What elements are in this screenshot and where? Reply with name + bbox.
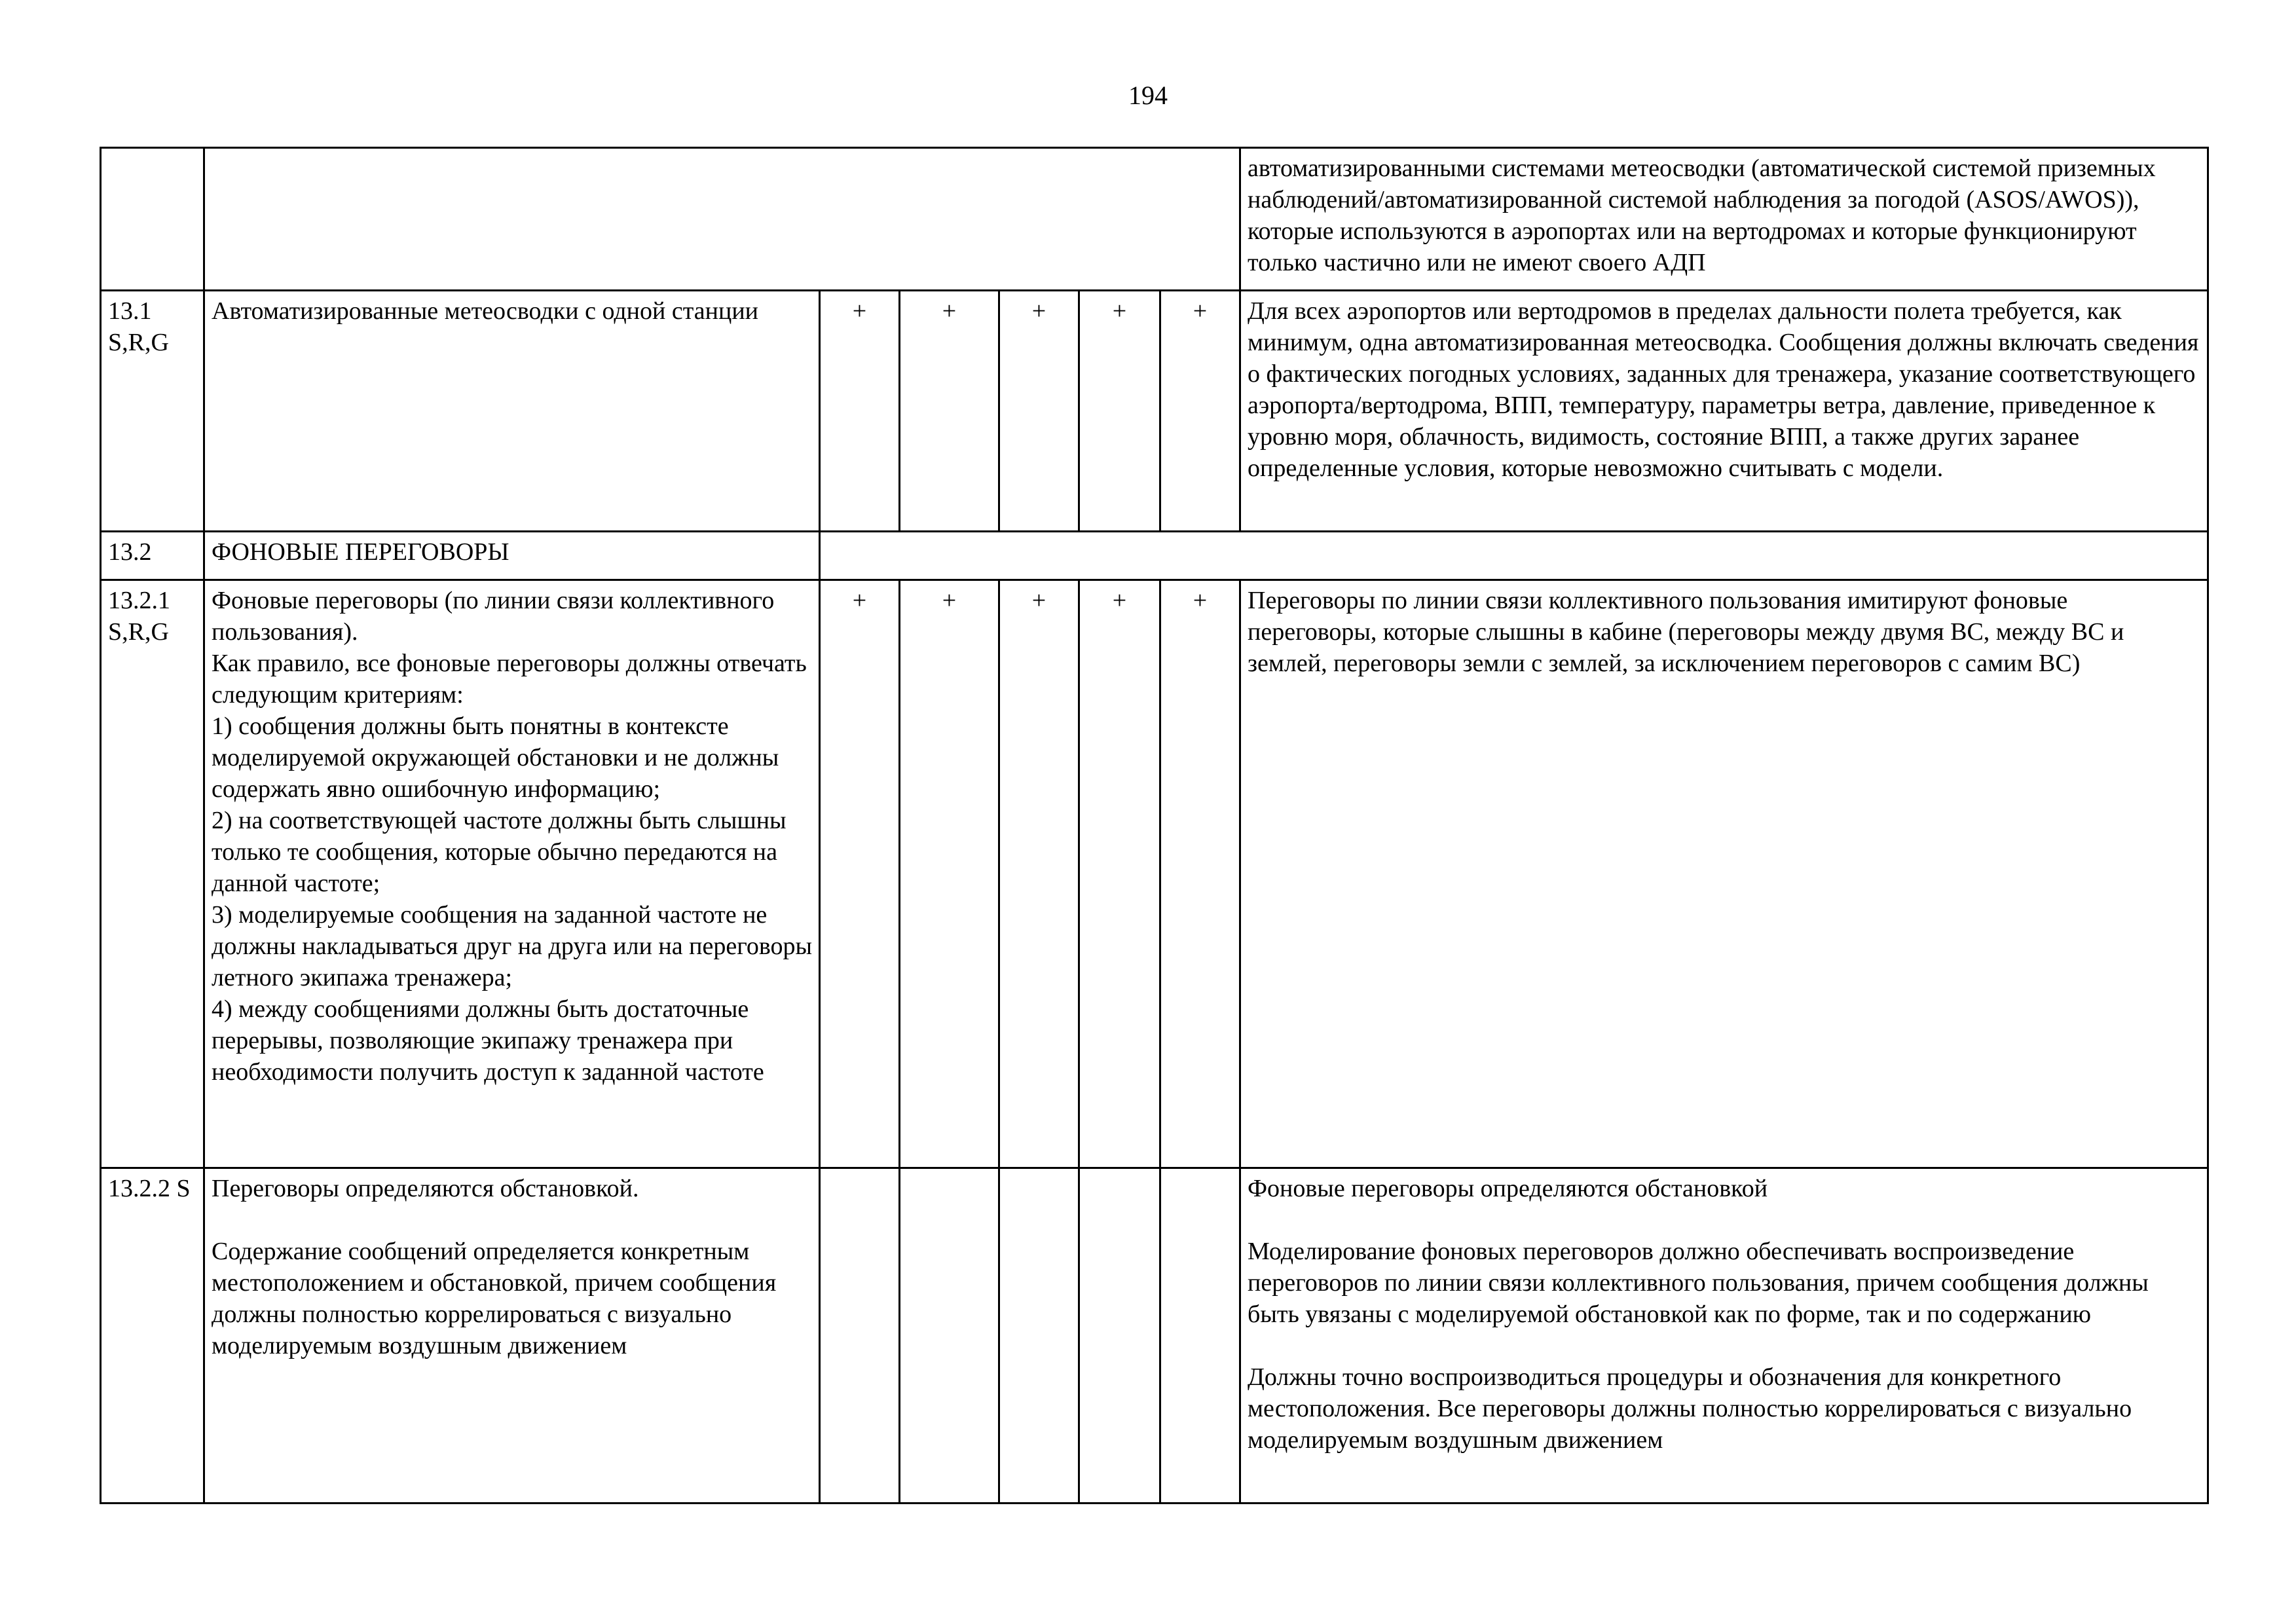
mark-cell: + [1160,580,1240,1168]
table-row [101,532,2208,580]
page-number: 194 [1128,81,1168,110]
mark-cell: + [900,580,999,1168]
paragraph-gap [212,1204,813,1236]
table-row [101,291,2208,532]
row-title: Переговоры определяются обстановкой. [212,1175,639,1202]
row-id: 13.2.2 S [108,1175,191,1202]
mark-cell: + [900,291,999,532]
row-id: 13.2.1 S,R,G [108,587,170,646]
title-cell [204,1168,820,1504]
description-cell [1240,291,2208,532]
id-cell [101,1168,204,1504]
paragraph-gap [1248,1204,2202,1236]
paragraph-gap [1248,1330,2202,1361]
id-cell [101,148,204,291]
title-cell [204,148,1240,291]
section-title-cell [204,532,820,580]
row-title-detail: Содержание сообщений определяется конкретным местоположением и обстановкой, причем сообщения должны полностью коррелироваться с визуально моделируемым воздушным движением [212,1238,777,1359]
mark-cell [1160,1168,1240,1504]
id-cell [101,291,204,532]
requirements-table [100,147,2209,1504]
mark-cell: + [1160,291,1240,532]
row-id: 13.2 [108,538,152,566]
row-title: Автоматизированные метеосводки с одной станции [212,297,758,325]
mark-cell: + [820,580,900,1168]
id-cell [101,580,204,1168]
table-row [101,1168,2208,1504]
mark-cell [999,1168,1079,1504]
mark-cell: + [999,580,1079,1168]
description-cell [1240,580,2208,1168]
mark-cell [820,1168,900,1504]
description-text: Должны точно воспроизводиться процедуры и обозначения для конкретного местоположения. Все переговоры должны полностью коррелироваться с визуально моделируемым воздушным движением [1248,1363,2132,1454]
description-text: автоматизированными системами метеосводки (автоматической системой приземных наблюдений/автоматизированной системой наблюдения за погодой (ASOS/AWOS)), которые используются в аэропортах или на вертодромах и которые функционируют только частично или не имеют своего АДП [1248,155,2156,276]
mark-cell [1079,1168,1160,1504]
mark-cell: + [999,291,1079,532]
description-text: Моделирование фоновых переговоров должно обеспечивать воспроизведение переговоров по линии связи коллективного пользования, причем сообщения должны быть увязаны с моделируемой обстановкой как по форме, так и по содержанию [1248,1238,2149,1328]
title-cell [204,291,820,532]
row-id: 13.1 S,R,G [108,297,169,356]
description-text: Для всех аэропортов или вертодромов в пределах дальности полета требуется, как минимум, одна автоматизированная метеосводка. Сообщения должны включать сведения о фактических погодных условиях, заданных для тренажера, указание соответствующего аэропорта/вертодрома, ВПП, температуру, параметры ветра, давление, приведенное к уровню моря, облачность, видимость, состояние ВПП, а также других заранее определенные условия, которые невозможно считывать с модели. [1248,297,2199,482]
mark-cell: + [1079,291,1160,532]
description-cell [1240,1168,2208,1504]
mark-cell: + [1079,580,1160,1168]
mark-cell: + [820,291,900,532]
id-cell [101,532,204,580]
title-cell [204,580,820,1168]
description-text: Переговоры по линии связи коллективного пользования имитируют фоновые переговоры, которые слышны в кабине (переговоры между двумя ВС, между ВС и землей, переговоры земли с землей, за исключением переговоров с самим ВС) [1248,587,2124,677]
section-title: ФОНОВЫЕ ПЕРЕГОВОРЫ [212,538,509,566]
table-row [101,580,2208,1168]
table-row [101,148,2208,291]
mark-cell [900,1168,999,1504]
description-cell [1240,148,2208,291]
description-text: Фоновые переговоры определяются обстановкой [1248,1175,1768,1202]
row-title: Фоновые переговоры (по линии связи коллективного пользования). Как правило, все фоновые переговоры должны отвечать следующим критериям: 1) сообщения должны быть понятны в контексте моделируемой окружающей обстановки и не должны содержать явно ошибочную информацию; 2) на соответствующей частоте должны быть слышны только те сообщения, которые обычно передаются на данной частоте; 3) моделируемые сообщения на заданной частоте не должны накладываться друг на друга или на переговоры летного экипажа тренажера; 4) между сообщениями должны быть достаточные перерывы, позволяющие экипажу тренажера при необходимости получить доступ к заданной частоте [212,587,813,1086]
empty-cell [820,532,2208,580]
